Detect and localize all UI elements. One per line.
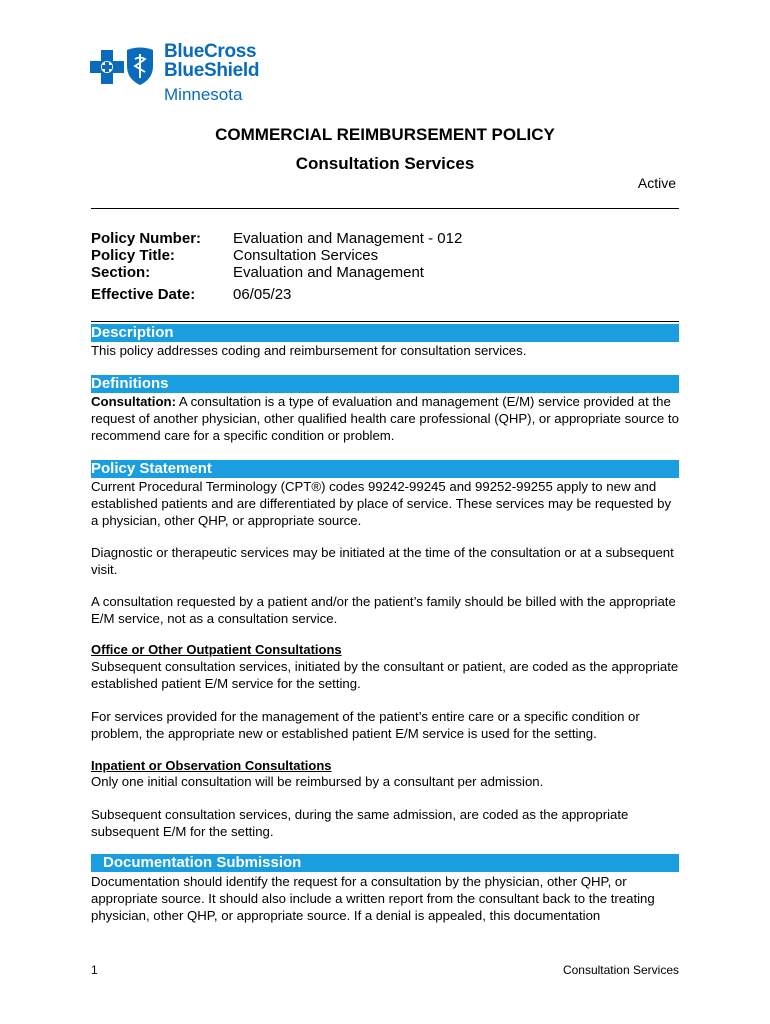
section-label: Section: (91, 264, 151, 281)
brand-name-line2: BlueShield (164, 60, 260, 81)
policy-paragraph-1: Current Procedural Terminology (CPT®) codes 99242-99245 and 99252-99255 apply to new and established patients and are differentiated by place of service. These services may be requested by a physician, other QHP, or appropriate source. (91, 479, 672, 528)
policy-paragraph-7: Subsequent consultation services, during the same admission, are coded as the appropriate subsequent E/M for the setting. (91, 807, 629, 839)
divider (91, 321, 679, 322)
section-heading-definitions (91, 375, 679, 393)
policy-paragraph-6: Only one initial consultation will be reimbursed by a consultant per admission. (91, 774, 544, 789)
definition-text (91, 393, 681, 444)
page-number: 1 (91, 963, 98, 977)
definition-body: A consultation is a type of evaluation and management (E/M) service provided at the request of another physician, other qualified health care professional (QHP), or appropriate source to recommend care for a specific condition or problem. (91, 394, 679, 443)
policy-paragraph-5: For services provided for the management of the patient’s entire care or a specific condition or problem, the appropriate new or established patient E/M service is used for the setting. (91, 709, 640, 741)
policy-paragraph-3: A consultation requested by a patient and/or the patient’s family should be billed with the appropriate E/M service, not as a consultation service. (91, 594, 676, 626)
status-text: Active (637, 175, 676, 191)
section-heading-text: Definitions (91, 375, 169, 392)
documentation-text: Documentation should identify the request for a consultation by the physician, other QHP, or appropriate source. It should also include a written report from the consultant back to the treating physician, other QHP, or appropriate source. If a denial is appealed, this documentation (91, 874, 655, 923)
section-heading-text: Documentation Submission (103, 854, 302, 871)
policy-title-label: Policy Title: (91, 247, 175, 264)
divider (91, 208, 679, 209)
effective-date-label: Effective Date: (91, 286, 196, 303)
section-heading-text: Description (91, 324, 174, 341)
section-heading-documentation (91, 854, 679, 872)
subheading-inpatient: Inpatient or Observation Consultations (91, 758, 332, 773)
document-title: COMMERCIAL REIMBURSEMENT POLICY (215, 125, 555, 144)
description-text: This policy addresses coding and reimbursement for consultation services. (91, 343, 527, 358)
definition-term: Consultation: (91, 394, 176, 409)
policy-number-label: Policy Number: (91, 230, 202, 247)
policy-title-value: Consultation Services (233, 247, 379, 264)
cross-icon (90, 50, 124, 84)
brand-region: Minnesota (164, 85, 243, 104)
subheading-office: Office or Other Outpatient Consultations (91, 642, 342, 657)
section-heading-description (91, 324, 679, 342)
section-value: Evaluation and Management (233, 264, 424, 281)
bcbs-logo (90, 42, 290, 108)
footer-title: Consultation Services (562, 963, 679, 977)
policy-paragraph-4: Subsequent consultation services, initiated by the consultant or patient, are coded as the appropriate established patient E/M service for the setting. (91, 659, 679, 691)
policy-paragraph-2: Diagnostic or therapeutic services may be initiated at the time of the consultation or at a subsequent visit. (91, 545, 674, 577)
policy-number-value: Evaluation and Management - 012 (233, 230, 463, 247)
effective-date-value: 06/05/23 (233, 286, 292, 303)
section-heading-policy-statement (91, 460, 679, 478)
section-heading-text: Policy Statement (91, 460, 212, 477)
shield-icon (125, 46, 155, 86)
document-subtitle: Consultation Services (295, 154, 475, 173)
brand-name-line1: BlueCross (164, 41, 257, 62)
